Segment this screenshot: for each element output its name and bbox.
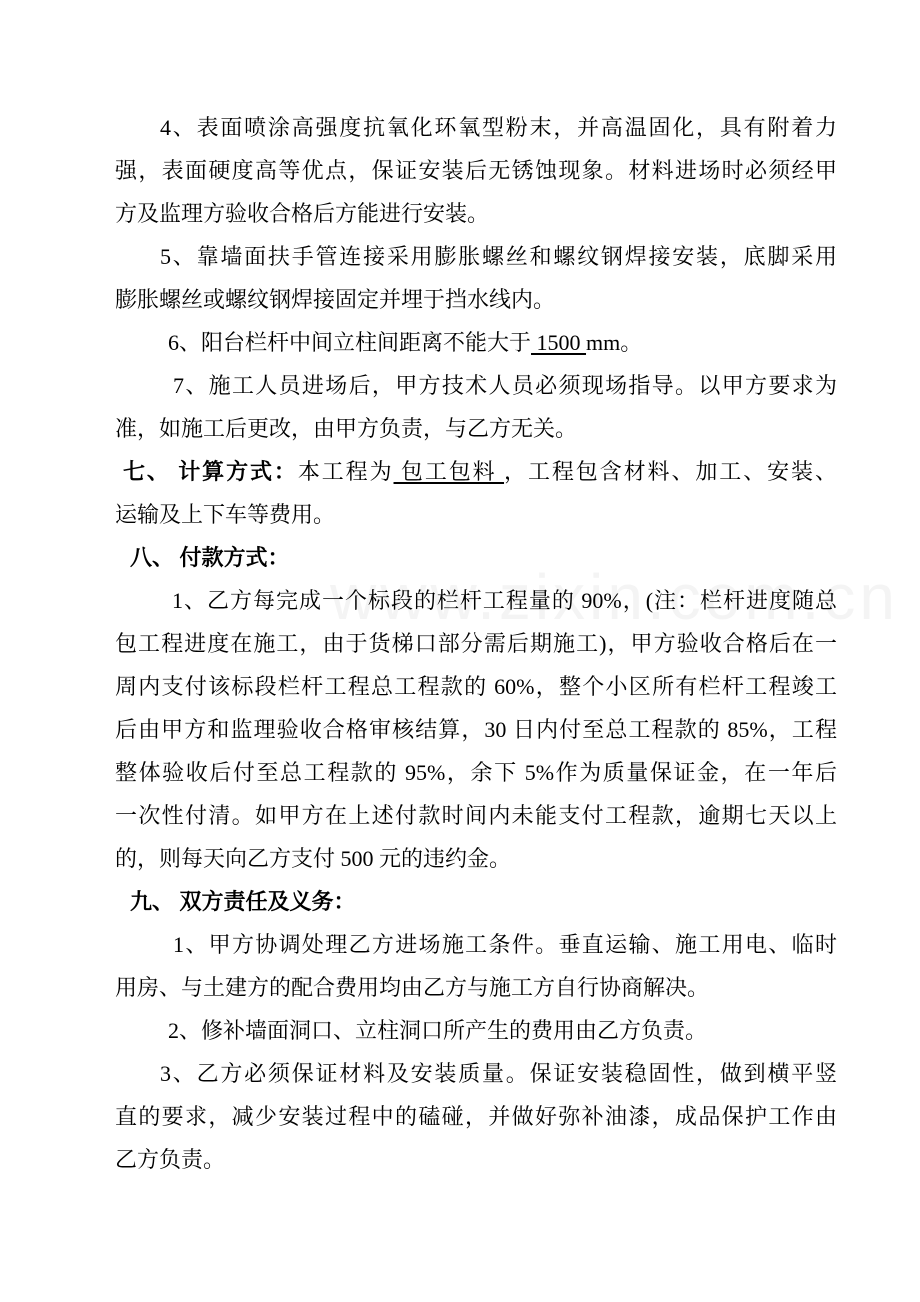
section-heading: 八、 付款方式： <box>130 545 290 570</box>
paragraph-line <box>115 493 837 536</box>
paragraph-line <box>115 622 837 665</box>
text-run: 包工程进度在施工，由于货梯口部分需后期施工)，甲方验收合格后在一 <box>115 631 837 656</box>
paragraph-line <box>115 966 837 1009</box>
text-run: ，工程包含材料、加工、安装、 <box>504 459 837 484</box>
text-run: 1、乙方每完成一个标段的栏杆工程量的 90%，(注：栏杆进度随总 <box>172 588 837 613</box>
paragraph-line <box>115 751 837 794</box>
paragraph-line <box>115 106 837 149</box>
paragraph-line <box>115 1009 837 1052</box>
paragraph-line <box>115 235 837 278</box>
text-run: 6、阳台栏杆中间立柱间距离不能大于 <box>168 330 532 355</box>
text-run: 乙方负责。 <box>115 1147 226 1172</box>
text-run: mm。 <box>586 330 643 355</box>
underlined-fill-value: 1500 <box>531 330 587 355</box>
text-run: 运输及上下车等费用。 <box>115 502 336 527</box>
paragraph-line <box>115 794 837 837</box>
section-heading-line <box>115 880 837 923</box>
paragraph-line <box>115 278 837 321</box>
paragraph-line <box>115 192 837 235</box>
text-run: 5、靠墙面扶手管连接采用膨胀螺丝和螺纹钢焊接安装，底脚采用 <box>160 244 837 269</box>
paragraph-line <box>115 579 837 622</box>
text-run: 的，则每天向乙方支付 500 元的违约金。 <box>115 846 512 871</box>
section-heading: 七、 计算方式： <box>123 459 298 484</box>
underlined-fill-value: 包工包料 <box>393 459 505 484</box>
text-run: 2、修补墙面洞口、立柱洞口所产生的费用由乙方负责。 <box>168 1018 708 1043</box>
paragraph-line <box>115 407 837 450</box>
text-run: 准，如施工后更改，由甲方负责，与乙方无关。 <box>115 416 578 441</box>
text-run: 4、表面喷涂高强度抗氧化环氧型粉末，并高温固化，具有附着力 <box>160 115 837 140</box>
text-run: 周内支付该标段栏杆工程总工程款的 60%，整个小区所有栏杆工程竣工 <box>115 674 837 699</box>
document-body <box>115 106 837 1181</box>
paragraph-line <box>115 923 837 966</box>
paragraph-line <box>115 364 837 407</box>
text-run: 用房、与土建方的配合费用均由乙方与施工方自行协商解决。 <box>115 975 710 1000</box>
text-run: 7、施工人员进场后，甲方技术人员必须现场指导。以甲方要求为 <box>173 373 837 398</box>
text-run: 方及监理方验收合格后方能进行安装。 <box>115 201 490 226</box>
paragraph-line <box>115 149 837 192</box>
paragraph-line <box>115 1095 837 1138</box>
text-run: 3、乙方必须保证材料及安装质量。保证安装稳固性，做到横平竖 <box>160 1061 837 1086</box>
text-run: 后由甲方和监理验收合格审核结算，30 日内付至总工程款的 85%，工程 <box>115 717 837 742</box>
paragraph-line <box>115 1138 837 1181</box>
paragraph-line <box>115 708 837 751</box>
text-run: 1、甲方协调处理乙方进场施工条件。垂直运输、施工用电、临时 <box>173 932 837 957</box>
text-run: 膨胀螺丝或螺纹钢焊接固定并埋于挡水线内。 <box>115 287 556 312</box>
text-run: 整体验收后付至总工程款的 95%，余下 5%作为质量保证金，在一年后 <box>115 760 837 785</box>
paragraph-line <box>115 321 837 364</box>
paragraph-line <box>115 837 837 880</box>
text-run: 直的要求，减少安装过程中的磕碰，并做好弥补油漆，成品保护工作由 <box>115 1104 837 1129</box>
text-run: 强，表面硬度高等优点，保证安装后无锈蚀现象。材料进场时必须经甲 <box>115 158 837 183</box>
section-heading-line <box>115 450 837 493</box>
text-run: 本工程为 <box>297 459 394 484</box>
paragraph-line <box>115 1052 837 1095</box>
paragraph-line <box>115 665 837 708</box>
text-run: 一次性付清。如甲方在上述付款时间内未能支付工程款，逾期七天以上 <box>115 803 837 828</box>
section-heading: 九、 双方责任及义务： <box>130 889 356 914</box>
section-heading-line <box>115 536 837 579</box>
